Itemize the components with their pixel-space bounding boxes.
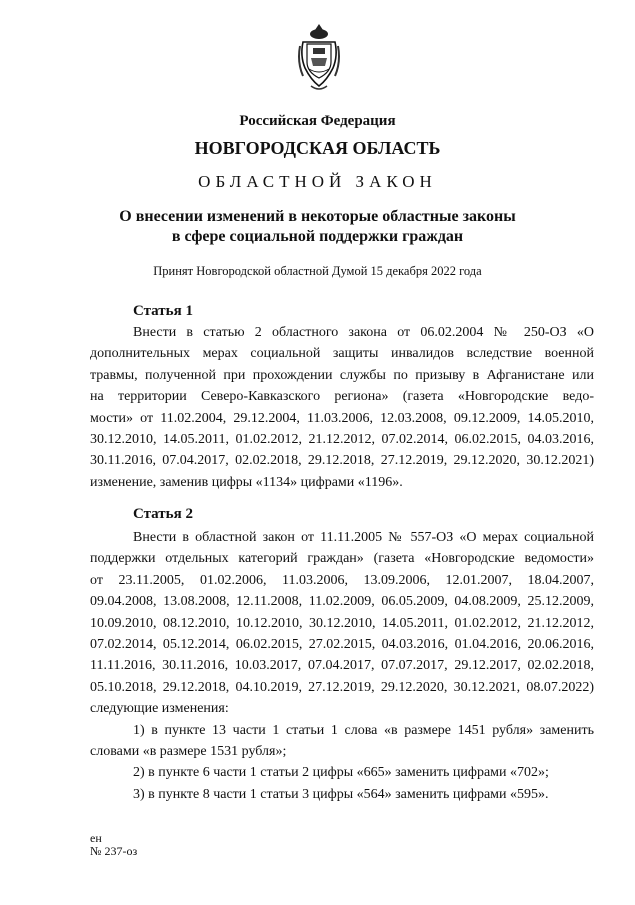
text-line: 07.02.2014, 05.12.2014, 06.02.2015, 27.02.2015, 04.03.2016, 01.04.2016, 20.06.2016, xyxy=(90,637,594,653)
text-line: Внести в областной закон от 11.11.2005 № 557-ОЗ «О мерах социальной xyxy=(133,530,594,545)
law-title-line: в сфере социальной поддержки граждан xyxy=(171,228,464,245)
law-title-line: О внесении изменений в некоторые областные законы xyxy=(119,208,516,225)
text-line: 09.04.2008, 13.08.2008, 12.11.2008, 11.02.2009, 06.05.2009, 04.08.2009, 25.12.2009, xyxy=(90,594,594,610)
footer-number: № 237-оз xyxy=(90,844,138,858)
text-line: 30.11.2016, 07.04.2017, 02.02.2018, 29.12.2018, 27.12.2019, 29.12.2020, 30.12.2021) xyxy=(90,453,594,469)
footer-initials: ен xyxy=(90,831,102,845)
law-title xyxy=(0,207,635,247)
text-line: на территории Северо-Кавказского региона» (газета «Новгородские ведо- xyxy=(90,389,594,405)
list-item: 1) в пункте 13 части 1 статьи 1 слова «в размере 1451 рубля» заменить xyxy=(133,722,594,738)
article-2-heading: Статья 2 xyxy=(133,506,193,522)
text-line: изменение, заменив цифры «1134» цифрами «1196». xyxy=(90,474,403,490)
list-item: 2) в пункте 6 части 1 статьи 2 цифры «665» заменить цифрами «702»; xyxy=(133,765,549,781)
text-line: 10.09.2010, 08.12.2010, 10.12.2010, 30.12.2010, 14.05.2011, 01.02.2012, 21.12.2012, xyxy=(90,615,594,631)
text-line: травмы, полученной при прохождении службы по призыву в Афганистане или xyxy=(90,367,594,383)
text-line: 30.12.2010, 14.05.2011, 01.02.2012, 21.12.2012, 07.02.2014, 06.02.2015, 04.03.2016, xyxy=(90,432,594,448)
coat-of-arms-icon xyxy=(297,22,341,94)
region-name: НОВГОРОДСКАЯ ОБЛАСТЬ xyxy=(194,138,441,158)
text-line: от 23.11.2005, 01.02.2006, 11.03.2006, 13.09.2006, 12.01.2007, 18.04.2007, xyxy=(90,572,594,588)
adoption-note: Принят Новгородской областной Думой 15 декабря 2022 года xyxy=(153,264,482,278)
text-line: мости» от 11.02.2004, 29.12.2004, 11.03.2006, 12.03.2008, 09.12.2009, 14.05.2010, xyxy=(90,410,594,426)
law-type: ОБЛАСТНОЙ ЗАКОН xyxy=(198,172,437,191)
list-item: 3) в пункте 8 части 1 статьи 3 цифры «564» заменить цифрами «595». xyxy=(133,786,549,802)
text-line: дополнительных мерах социальной защиты инвалидов вследствие военной xyxy=(90,346,594,362)
text-line: 11.11.2016, 30.11.2016, 10.03.2017, 07.04.2017, 07.07.2017, 29.12.2017, 02.02.2018, xyxy=(90,658,594,674)
article-2-text xyxy=(90,527,594,805)
text-line: поддержки отдельных категорий граждан» (газета «Новгородские ведомости» xyxy=(90,551,594,567)
country-name: Российская Федерация xyxy=(239,113,396,129)
text-line: Внести в статью 2 областного закона от 06.02.2004 № 250-ОЗ «О xyxy=(133,325,594,340)
article-1-text xyxy=(90,322,594,493)
text-line: следующие изменения: xyxy=(90,701,229,717)
list-item: словами «в размере 1531 рубля»; xyxy=(90,744,287,760)
article-1-heading: Статья 1 xyxy=(133,303,193,319)
text-line: 05.10.2018, 29.12.2018, 04.10.2019, 27.12.2019, 29.12.2020, 30.12.2021, 08.07.2022) xyxy=(90,679,594,695)
